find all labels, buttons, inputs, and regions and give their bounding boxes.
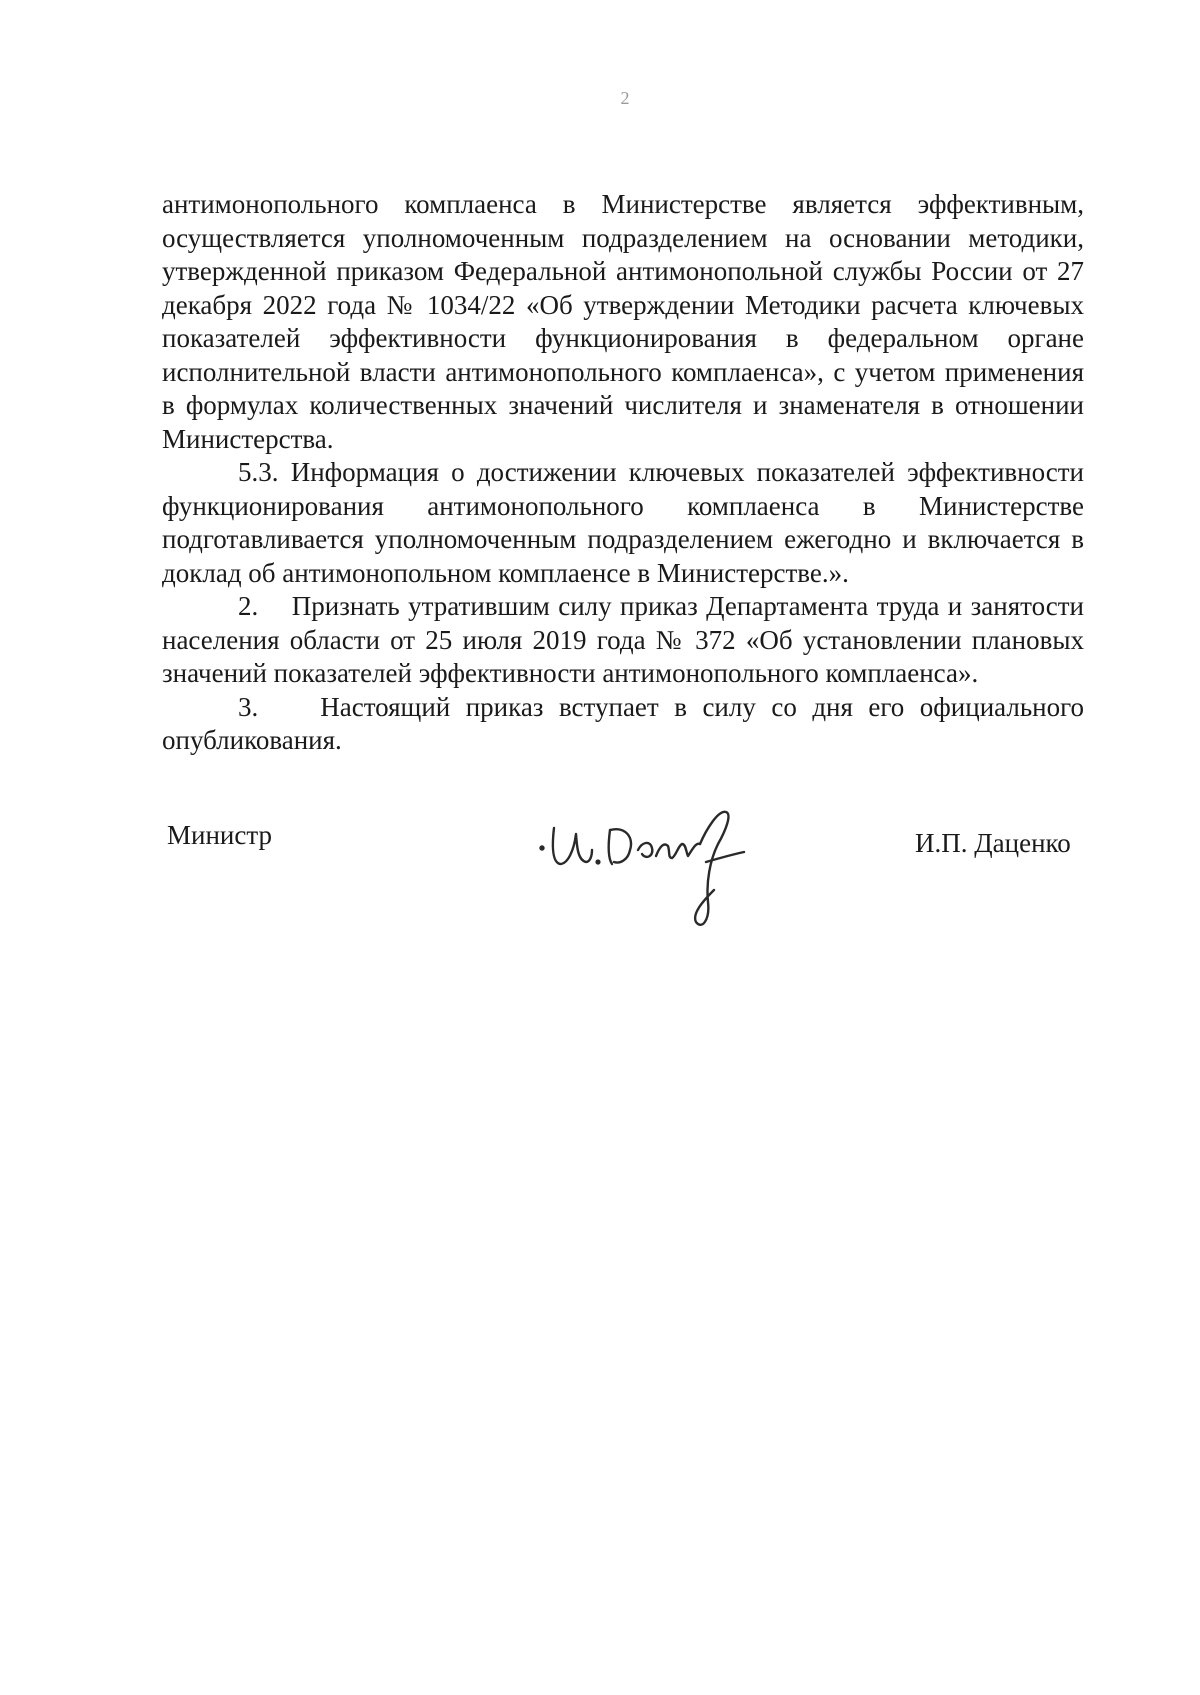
paragraph-continuation: антимонопольного комплаенса в Министерстве является эффективным, осуществляется уполномоченным подразделением на основании методики, утвержденной приказом Федеральной антимонопольной службы России от 27 декабря 2022 года № 1034/22 «Об утверждении Методики расчета ключевых показателей эффективности функционирования в федеральном органе исполнительной власти антимонопольного комплаенса», с учетом применения в формулах количественных значений числителя и знаменателя в отношении Министерства. [162,189,1084,454]
paragraph-3: 3. Настоящий приказ вступает в силу со дня его официального опубликования. [162,691,1084,755]
handwritten-signature [530,790,770,940]
document-body [162,188,1084,758]
signatory-position: Министр [167,820,272,850]
paragraph-5-3: 5.3. Информация о достижении ключевых показателей эффективности функционирования антимонопольного комплаенса в Министерстве подготавливается уполномоченным подразделением ежегодно и включается в доклад об антимонопольном комплаенсе в Министерстве.». [162,457,1084,588]
signatory-name: И.П. Даценко [915,828,1071,858]
paragraph-2: 2. Признать утратившим силу приказ Департамента труда и занятости населения области от 25 июля 2019 года № 372 «Об установлении плановых значений показателей эффективности антимонопольного комплаенса». [162,591,1084,688]
page-number: 2 [620,88,630,108]
signature-block [0,800,1200,940]
